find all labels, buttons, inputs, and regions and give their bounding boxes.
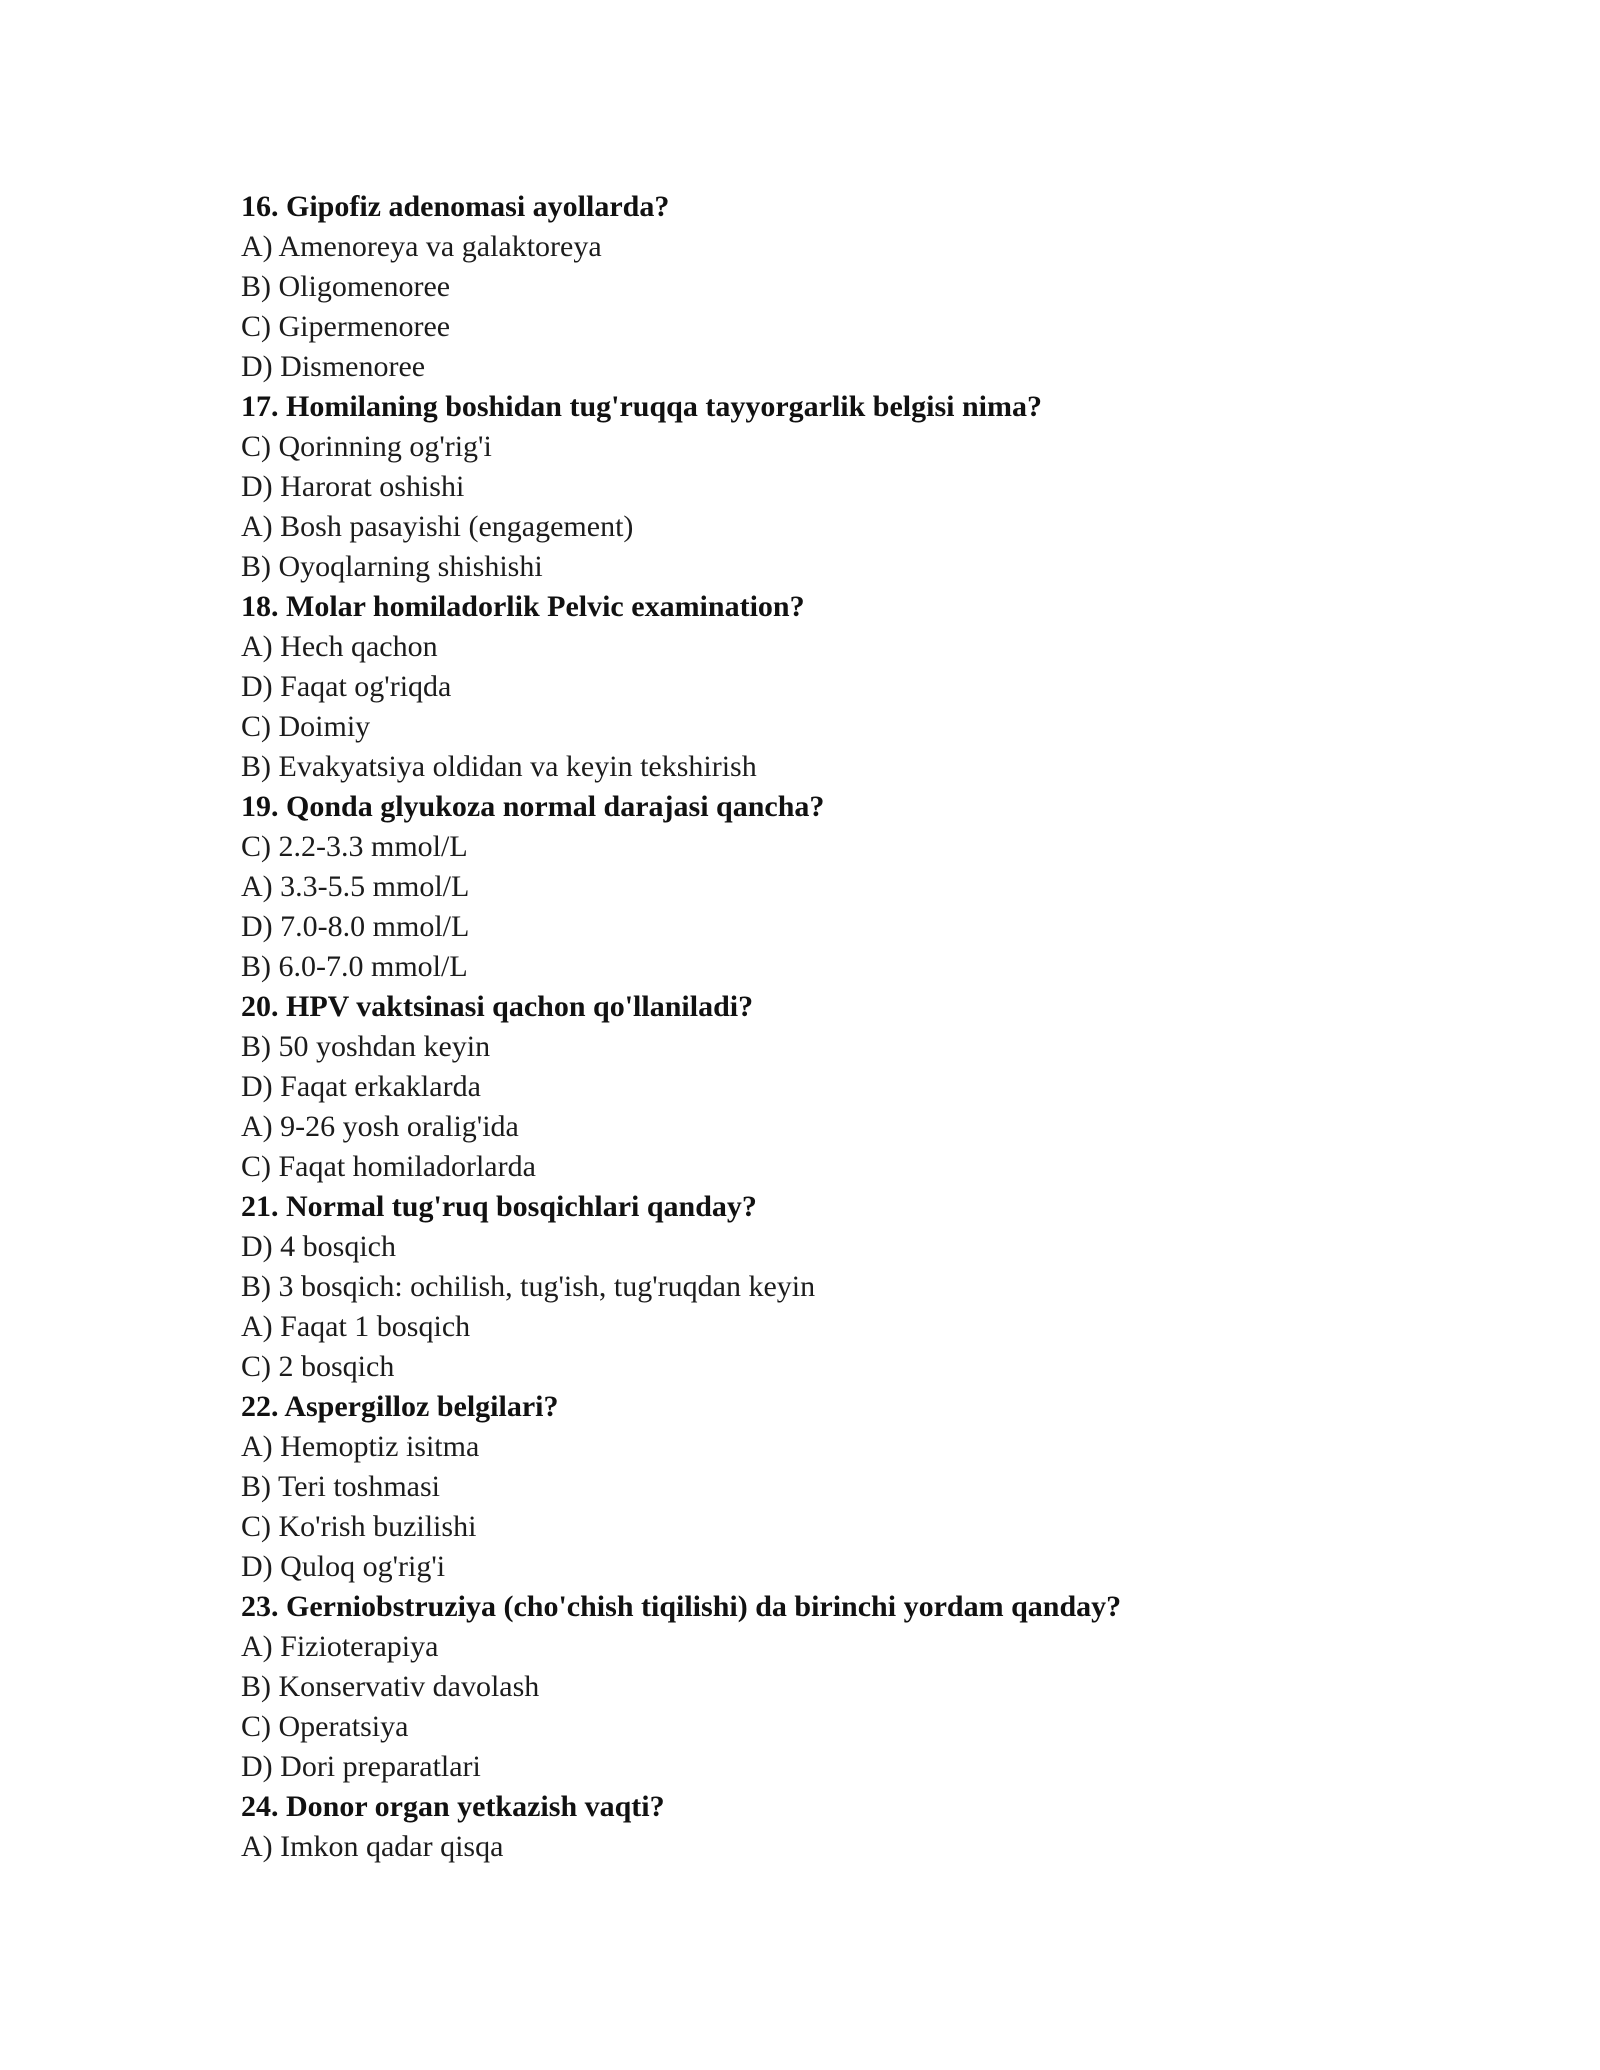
question-21-option-2: B) 3 bosqich: ochilish, tug'ish, tug'ruqdan keyin — [241, 1270, 816, 1303]
question-22-option-4: D) Quloq og'rig'i — [241, 1550, 446, 1583]
question-16-option-1: A) Amenoreya va galaktoreya — [241, 230, 602, 263]
question-16: 16. Gipofiz adenomasi ayollarda? — [241, 190, 670, 223]
question-23-option-2: B) Konservativ davolash — [241, 1670, 540, 1703]
question-23-option-4: D) Dori preparatlari — [241, 1750, 481, 1783]
question-18-option-3: C) Doimiy — [241, 710, 371, 743]
question-17-option-3: A) Bosh pasayishi (engagement) — [241, 510, 634, 543]
question-19-option-4: B) 6.0-7.0 mmol/L — [241, 950, 468, 983]
question-18-option-1: A) Hech qachon — [241, 630, 438, 663]
question-18: 18. Molar homiladorlik Pelvic examination? — [241, 590, 805, 623]
question-17-option-4: B) Oyoqlarning shishishi — [241, 550, 543, 583]
question-16-option-4: D) Dismenoree — [241, 350, 426, 383]
question-19-option-2: A) 3.3-5.5 mmol/L — [241, 870, 470, 903]
question-23-option-1: A) Fizioterapiya — [241, 1630, 439, 1663]
question-17-option-1: C) Qorinning og'rig'i — [241, 430, 492, 463]
question-23: 23. Gerniobstruziya (cho'chish tiqilishi) da birinchi yordam qanday? — [241, 1590, 1122, 1623]
question-list — [241, 187, 1441, 1867]
question-21-option-3: A) Faqat 1 bosqich — [241, 1310, 471, 1343]
question-22: 22. Aspergilloz belgilari? — [241, 1390, 559, 1423]
question-20-option-4: C) Faqat homiladorlarda — [241, 1150, 536, 1183]
question-16-option-2: B) Oligomenoree — [241, 270, 451, 303]
question-20-option-1: B) 50 yoshdan keyin — [241, 1030, 491, 1063]
question-22-option-2: B) Teri toshmasi — [241, 1470, 440, 1503]
question-18-option-4: B) Evakyatsiya oldidan va keyin tekshirish — [241, 750, 757, 783]
question-17: 17. Homilaning boshidan tug'ruqqa tayyorgarlik belgisi nima? — [241, 390, 1042, 423]
question-20-option-3: A) 9-26 yosh oralig'ida — [241, 1110, 519, 1143]
question-19-option-3: D) 7.0-8.0 mmol/L — [241, 910, 470, 943]
question-23-option-3: C) Operatsiya — [241, 1710, 409, 1743]
question-17-option-2: D) Harorat oshishi — [241, 470, 465, 503]
question-24-option-1: A) Imkon qadar qisqa — [241, 1830, 504, 1863]
question-21-option-1: D) 4 bosqich — [241, 1230, 396, 1263]
question-21-option-4: C) 2 bosqich — [241, 1350, 395, 1383]
question-19: 19. Qonda glyukoza normal darajasi qancha? — [241, 790, 825, 823]
question-19-option-1: C) 2.2-3.3 mmol/L — [241, 830, 468, 863]
question-18-option-2: D) Faqat og'riqda — [241, 670, 452, 703]
question-24: 24. Donor organ yetkazish vaqti? — [241, 1790, 665, 1823]
question-21: 21. Normal tug'ruq bosqichlari qanday? — [241, 1190, 757, 1223]
question-22-option-1: A) Hemoptiz isitma — [241, 1430, 480, 1463]
question-20-option-2: D) Faqat erkaklarda — [241, 1070, 481, 1103]
question-20: 20. HPV vaktsinasi qachon qo'llaniladi? — [241, 990, 754, 1023]
question-22-option-3: C) Ko'rish buzilishi — [241, 1510, 477, 1543]
question-16-option-3: C) Gipermenoree — [241, 310, 451, 343]
